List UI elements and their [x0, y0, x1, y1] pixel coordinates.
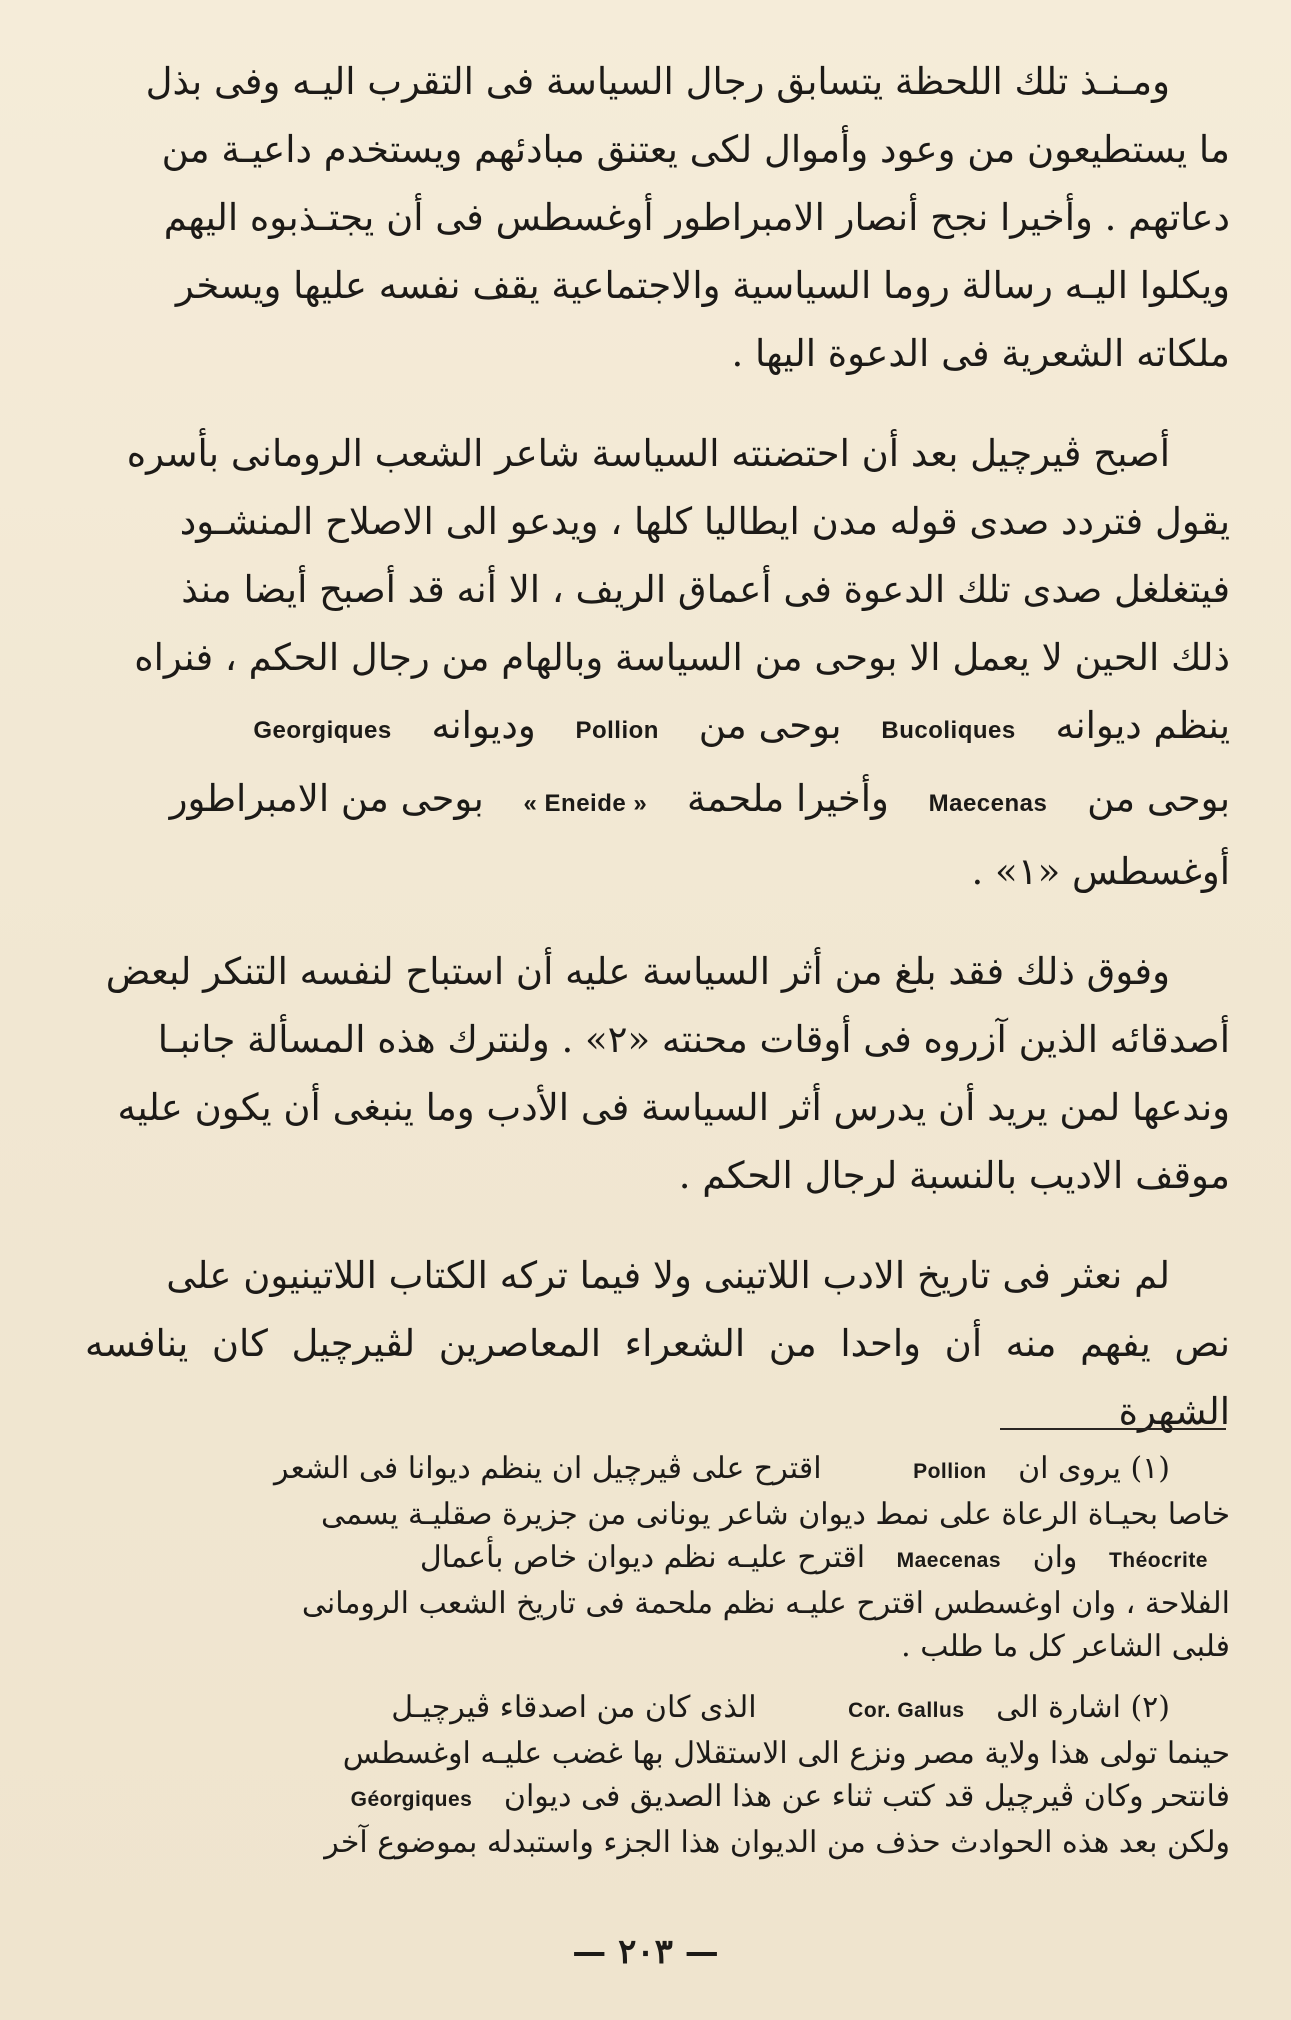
text-line: ومـنـذ تلك اللحظة يتسابق رجال السياسة فى التقرب اليـه وفى بذل: [145, 60, 1170, 103]
footnote-line: حينما تولى هذا ولاية مصر ونزع الى الاستقلال بها غضب عليـه اوغسطس: [342, 1736, 1230, 1771]
text-segment: وان: [1032, 1540, 1078, 1575]
text-segment: فانتحر وكان ڤيرچيل قد كتب ثناء عن هذا الصديق فى ديوان: [503, 1779, 1230, 1814]
latin-term: Bucoliques: [881, 717, 1016, 744]
footnote-line-mixed: [85, 1775, 1230, 1821]
footnote-2: [85, 1686, 1230, 1864]
text-line: أصدقائه الذين آزروه فى أوقات محنته «٢» . ولنترك هذه المسألة جانبـا: [157, 1018, 1230, 1061]
text-line: أوغسطس «١» .: [971, 850, 1230, 893]
text-segment: بوحى من: [1087, 777, 1230, 820]
paragraph-4: [85, 1242, 1230, 1446]
text-segment: بوحى من: [698, 704, 842, 747]
footnote-1: [85, 1447, 1230, 1668]
latin-term: Maecenas: [928, 790, 1048, 817]
text-line-mixed: [85, 692, 1230, 765]
text-segment: بوحى من الامبراطور: [169, 777, 484, 820]
text-line: وفوق ذلك فقد بلغ من أثر السياسة عليه أن استباح لنفسه التنكر لبعض: [105, 950, 1170, 993]
text-line: أصبح ڤيرچيل بعد أن احتضنته السياسة شاعر الشعب الرومانى بأسره: [126, 432, 1170, 475]
text-line: وندعها لمن يريد أن يدرس أثر السياسة فى الأدب وما ينبغى أن يكون عليه: [117, 1086, 1230, 1129]
latin-term: Pollion: [575, 717, 659, 744]
text-line: نص يفهم منه أن واحدا من الشعراء المعاصرين لڤيرچيل كان ينافسه الشهرة: [85, 1322, 1230, 1433]
latin-term: Georgiques: [253, 717, 392, 744]
text-segment: وديوانه: [431, 704, 536, 747]
main-text: [85, 48, 1230, 1478]
footnote-line: فلبى الشاعر كل ما طلب .: [901, 1629, 1230, 1664]
latin-term: « Eneide »: [523, 790, 648, 817]
latin-term: Maecenas: [896, 1549, 1002, 1572]
page-number: — ٢٠٣ —: [572, 1932, 719, 1972]
text-segment: (١) يروى ان: [1018, 1451, 1170, 1486]
footnote-line: ولكن بعد هذه الحوادث حذف من الديوان هذا الجزء واستبدله بموضوع آخر: [324, 1825, 1230, 1860]
text-segment: اقترح عليـه نظم ديوان خاص بأعمال: [419, 1540, 866, 1575]
text-line: موقف الاديب بالنسبة لرجال الحكم .: [678, 1154, 1230, 1197]
text-segment: الذى كان من اصدقاء ڤيرچيـل: [391, 1690, 757, 1725]
footnote-line: خاصا بحيـاة الرعاة على نمط ديوان شاعر يونانى من جزيرة صقليـة يسمى: [321, 1497, 1230, 1532]
footnote-line-mixed: [85, 1686, 1230, 1732]
text-line: ويكلوا اليـه رسالة روما السياسية والاجتماعية يقف نفسه عليها ويسخر: [175, 264, 1230, 307]
footnote-line-mixed: [85, 1447, 1230, 1493]
text-line: ما يستطيعون من وعود وأموال لكى يعتنق مبادئهم ويستخدم داعيـة من: [161, 128, 1230, 171]
latin-term: Pollion: [913, 1460, 987, 1483]
text-line: يقول فتردد صدى قوله مدن ايطاليا كلها ، ويدعو الى الاصلاح المنشـود: [179, 500, 1230, 543]
latin-term: Théocrite: [1108, 1549, 1208, 1572]
text-line: دعاتهم . وأخيرا نجح أنصار الامبراطور أوغسطس فى أن يجتـذبوه اليهم: [163, 196, 1230, 239]
text-line-mixed: [85, 765, 1230, 838]
text-segment: (٢) اشارة الى: [996, 1690, 1170, 1725]
footnote-divider: [1000, 1428, 1226, 1430]
paragraph-2: [85, 420, 1230, 906]
text-segment: ينظم ديوانه: [1055, 704, 1230, 747]
text-line: لم نعثر فى تاريخ الادب اللاتينى ولا فيما تركه الكتاب اللاتينيون على: [166, 1254, 1170, 1297]
text-segment: اقترح على ڤيرچيل ان ينظم ديوانا فى الشعر: [274, 1451, 822, 1486]
latin-term: Cor. Gallus: [848, 1699, 965, 1722]
text-line: فيتغلغل صدى تلك الدعوة فى أعماق الريف ، الا أنه قد أصبح أيضا منذ: [181, 568, 1230, 611]
text-segment: وأخيرا ملحمة: [687, 777, 889, 820]
text-line: ذلك الحين لا يعمل الا بوحى من السياسة وبالهام من رجال الحكم ، فنراه: [134, 636, 1230, 679]
text-line: ملكاته الشعرية فى الدعوة اليها .: [731, 332, 1230, 375]
footnote-line-mixed: [85, 1536, 1230, 1582]
paragraph-3: [85, 938, 1230, 1210]
latin-term: Géorgiques: [350, 1788, 473, 1811]
footnote-line: الفلاحة ، وان اوغسطس اقترح عليـه نظم ملحمة فى تاريخ الشعب الرومانى: [301, 1586, 1230, 1621]
footnotes: [85, 1447, 1230, 1882]
paragraph-1: [85, 48, 1230, 388]
